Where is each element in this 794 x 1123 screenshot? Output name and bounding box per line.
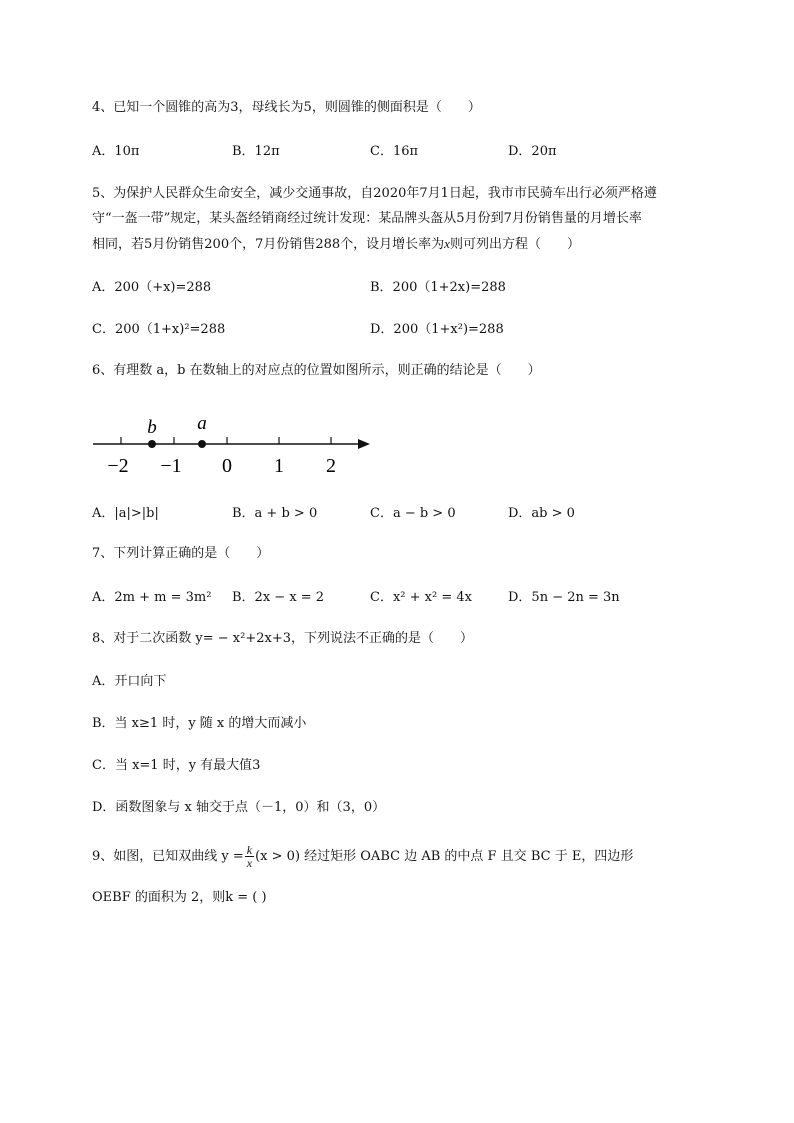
q9-fraction-denominator: x [246, 856, 253, 870]
q7-stem: 7、下列计算正确的是（ ） [92, 546, 270, 561]
q4-option-b: B．12π [232, 144, 280, 159]
tick-label-minus-2: −2 [107, 455, 129, 477]
q7-option-a: A．2m + m = 3m² [92, 590, 212, 605]
point-a-label: a [197, 413, 207, 434]
tick-label-minus-1: −1 [160, 455, 182, 477]
q6-option-a: A．|a|>|b| [92, 506, 159, 521]
q6-option-d: D．ab > 0 [508, 506, 575, 521]
q4-stem: 4、已知一个圆锥的高为3，母线长为5，则圆锥的侧面积是（ ） [92, 100, 481, 115]
q5-line-3-part-b: 则可列出方程（ ） [449, 237, 580, 252]
q4-option-d: D．20π [508, 144, 557, 159]
q8-option-d: D．函数图象与 x 轴交于点（－1，0）和（3，0） [92, 800, 386, 815]
q4-option-c: C．16π [370, 144, 419, 159]
q9-line-1-part-b: (x > 0) 经过矩形 OABC 边 AB 的中点 F 且交 BC 于 E，四边形 [255, 849, 634, 864]
q8-stem: 8、对于二次函数 y= − x²+2x+3，下列说法不正确的是（ ） [92, 631, 473, 646]
q5-option-a: A．200（+x)=288 [92, 280, 212, 295]
tick-label-2: 2 [326, 455, 336, 477]
q9-line-1 [92, 844, 633, 869]
q8-option-a: A．开口向下 [92, 674, 167, 689]
q5-line-3 [92, 234, 580, 255]
q8-option-c: C．当 x=1 时，y 有最大值3 [92, 758, 261, 773]
q5-line-1: 5、为保护人民群众生命安全，减少交通事故，自2020年7月1日起，我市市民骑车出行必须严格遵 [92, 186, 657, 201]
q5-option-d: D．200（1+x²)=288 [370, 322, 504, 337]
q5-line-3-part-a: 相同，若5月份销售200个，7月份销售288个，设月增长率为 [92, 237, 445, 252]
q5-option-b: B．200（1+2x)=288 [370, 280, 506, 295]
q6-option-c: C．a − b > 0 [370, 506, 456, 521]
q7-option-c: C．x² + x² = 4x [370, 590, 472, 605]
point-b [148, 440, 156, 448]
point-a [198, 440, 206, 448]
point-b-label: b [147, 417, 157, 438]
q5-line-2: 守“一盔一带”规定，某头盔经销商经过统计发现：某品牌头盔从5月份到7月份销售量的月增长率 [92, 211, 642, 226]
q7-option-b: B．2x − x = 2 [232, 590, 325, 605]
q7-option-d: D．5n − 2n = 3n [508, 590, 620, 605]
q9-fraction-numerator: k [246, 843, 253, 857]
number-line-figure [88, 408, 378, 478]
q9-line-1-part-a: 9、如图，已知双曲线 y = [92, 849, 244, 864]
q4-option-a: A．10π [92, 144, 140, 159]
number-line-arrow [358, 439, 370, 449]
q5-variable-x: x [444, 236, 450, 251]
q9-line-2: OEBF 的面积为 2，则k = ( ) [92, 890, 267, 905]
q6-stem: 6、有理数 a，b 在数轴上的对应点的位置如图所示，则正确的结论是（ ） [92, 363, 541, 378]
q5-option-c: C．200（1+x)²=288 [92, 322, 226, 337]
q9-fraction [245, 844, 254, 869]
tick-label-0: 0 [222, 455, 232, 477]
q8-option-b: B．当 x≥1 时，y 随 x 的增大而减小 [92, 716, 307, 731]
tick-label-1: 1 [274, 455, 284, 477]
q6-option-b: B．a + b > 0 [232, 506, 318, 521]
